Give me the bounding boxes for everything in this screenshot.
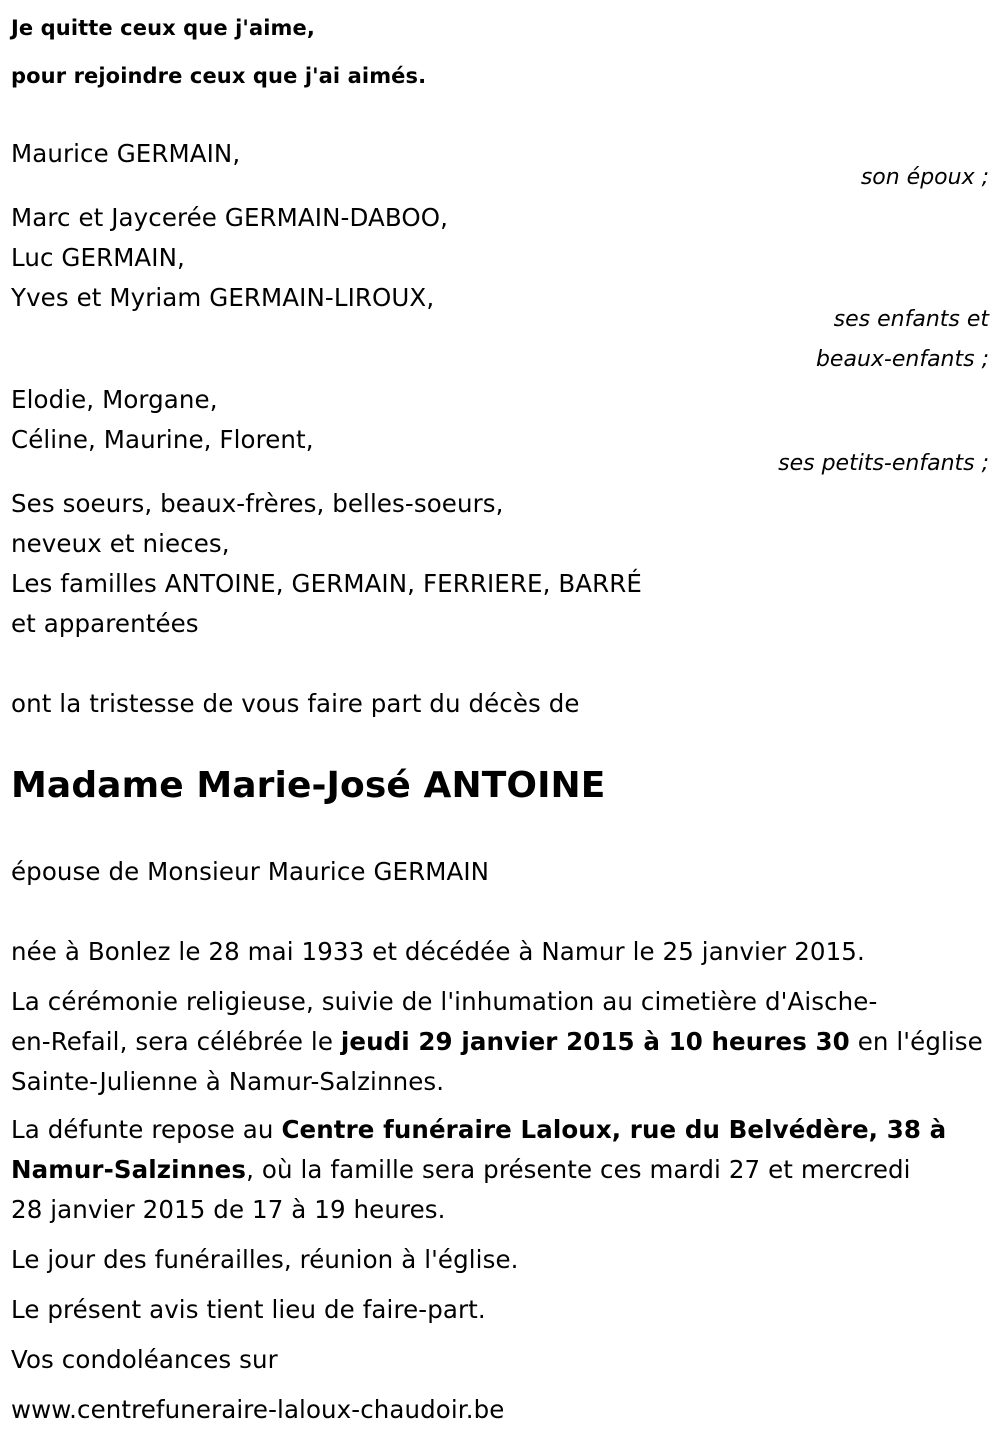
repose-line (11, 1110, 946, 1150)
others-line: Ses soeurs, beaux-frères, belles-soeurs, (11, 489, 504, 518)
deceased-name: Madame Marie-José ANTOINE (11, 765, 606, 806)
others-line: neveux et nieces, (11, 529, 230, 558)
repose-location: Namur-Salzinnes (11, 1155, 247, 1184)
notice-note: Le présent avis tient lieu de faire-part. (11, 1295, 486, 1324)
repose-line: 28 janvier 2015 de 17 à 19 heures. (11, 1195, 446, 1224)
child-line: Luc GERMAIN, (11, 243, 185, 272)
children-relation: ses enfants et (833, 307, 989, 332)
repose-text: , où la famille sera présente ces mardi 27 et mercredi (246, 1155, 911, 1184)
spouse-relation: son époux ; (860, 165, 989, 190)
ceremony-line (11, 1022, 983, 1062)
quote-line-1: Je quitte ceux que j'aime, (11, 16, 315, 40)
others-line: Les familles ANTOINE, GERMAIN, FERRIERE, BARRÉ (11, 569, 642, 598)
ceremony-text: en-Refail, sera célébrée le (11, 1027, 341, 1056)
grandchild-line: Céline, Maurine, Florent, (11, 425, 314, 454)
children-relation: beaux-enfants ; (815, 347, 989, 372)
repose-line (11, 1150, 911, 1190)
condolences-label: Vos condoléances sur (11, 1345, 278, 1374)
ceremony-line: La cérémonie religieuse, suivie de l'inhumation au cimetière d'Aische- (11, 987, 878, 1016)
announcement: ont la tristesse de vous faire part du décès de (11, 689, 580, 718)
repose-text: La défunte repose au (11, 1115, 282, 1144)
grandchildren-relation: ses petits-enfants ; (778, 451, 989, 476)
others-line: et apparentées (11, 609, 199, 638)
ceremony-date: jeudi 29 janvier 2015 à 10 heures 30 (340, 1027, 850, 1056)
birth-death: née à Bonlez le 28 mai 1933 et décédée à Namur le 25 janvier 2015. (11, 937, 865, 966)
grandchild-line: Elodie, Morgane, (11, 385, 218, 414)
ceremony-text: en l'église (849, 1027, 983, 1056)
spouse-name: Maurice GERMAIN, (11, 139, 241, 168)
spouse-of: épouse de Monsieur Maurice GERMAIN (11, 857, 490, 886)
quote-line-2: pour rejoindre ceux que j'ai aimés. (11, 64, 427, 88)
meeting-note: Le jour des funérailles, réunion à l'église. (11, 1245, 519, 1274)
child-line: Marc et Jaycerée GERMAIN-DABOO, (11, 203, 448, 232)
ceremony-line: Sainte-Julienne à Namur-Salzinnes. (11, 1067, 445, 1096)
repose-location: Centre funéraire Laloux, rue du Belvédère, 38 à (281, 1115, 947, 1144)
website-link[interactable]: www.centrefuneraire-laloux-chaudoir.be (11, 1395, 505, 1424)
child-line: Yves et Myriam GERMAIN-LIROUX, (11, 283, 435, 312)
